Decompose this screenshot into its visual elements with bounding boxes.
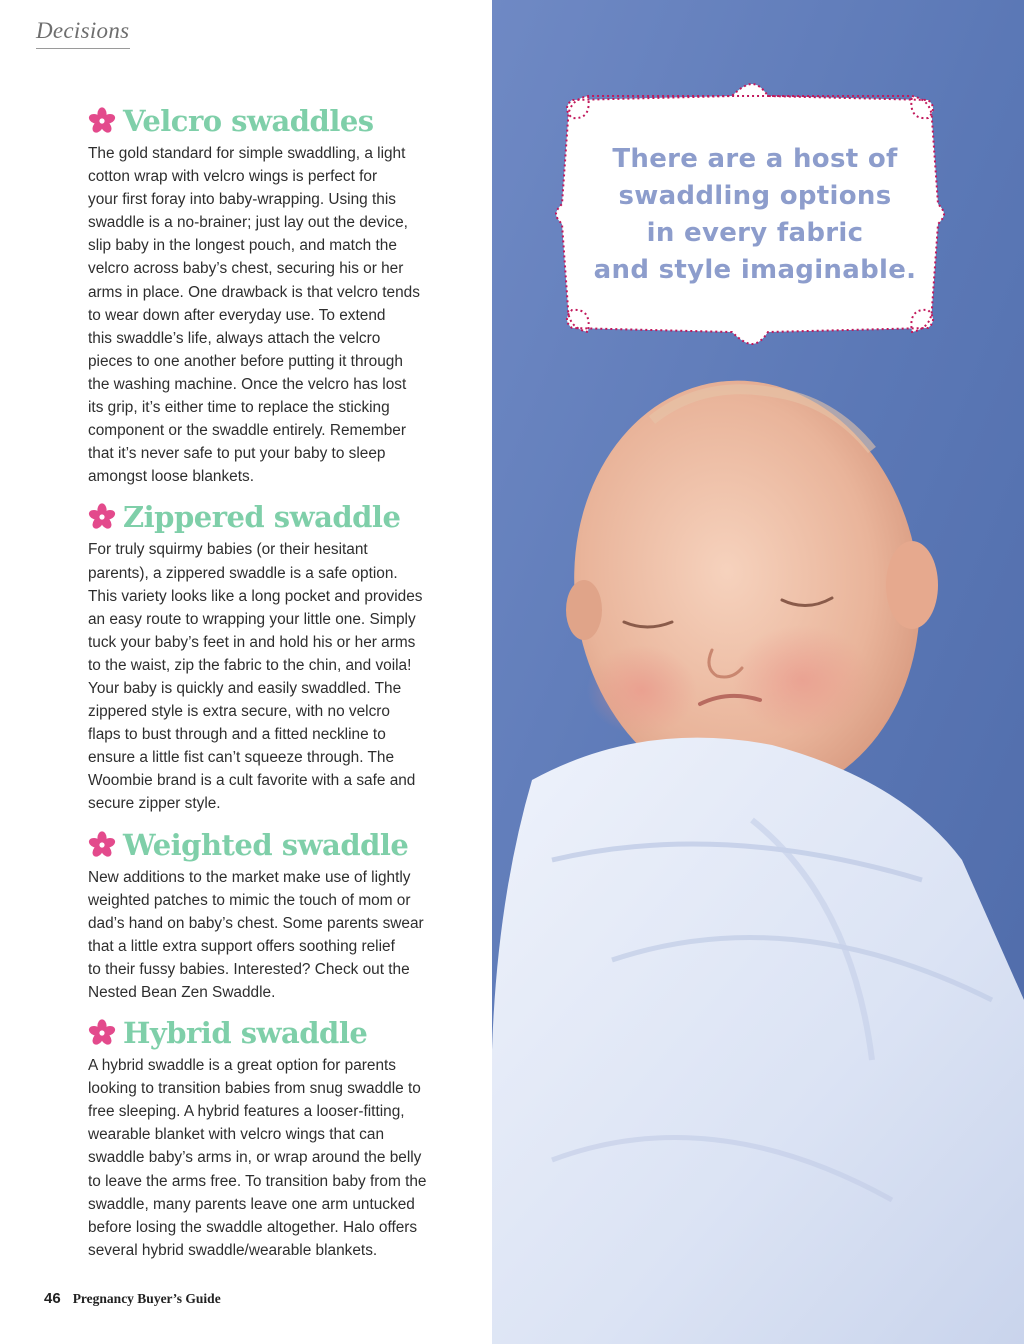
flower-icon xyxy=(88,503,116,531)
section-title: Velcro swaddles xyxy=(123,104,374,138)
section-title: Zippered swaddle xyxy=(123,500,401,535)
section-hybrid xyxy=(88,1012,448,1262)
section-heading xyxy=(88,100,448,142)
section-heading xyxy=(88,824,448,866)
section-weighted xyxy=(88,824,448,1005)
article xyxy=(88,100,448,1262)
section-body: The gold standard for simple swaddling, a light cotton wrap with velcro wings is perfect for your first foray into baby-wrapping. Using this swaddle is a no-brainer; just lay out the device, slip baby in the longest pouch, and match the velcro across baby’s chest, securing his or her arms in place. One drawback is that velcro tends to wear down after everyday use. To extend this swaddle’s life, always attach the velcro pieces to one another before putting it through the washing machine. Once the velcro has lost its grip, it’s either time to replace the sticking component or the swaddle entirely. Remember that it’s never safe to put your baby to sleep amongst loose blankets. xyxy=(88,145,420,486)
flower-icon xyxy=(88,831,116,859)
flower-icon xyxy=(88,107,116,135)
section-label: Decisions xyxy=(36,18,130,49)
text-column xyxy=(0,0,492,1344)
section-title: Weighted swaddle xyxy=(123,827,409,862)
page-footer xyxy=(44,1290,221,1307)
section-zippered xyxy=(88,496,448,815)
section-velcro xyxy=(88,100,448,488)
section-heading xyxy=(88,1012,448,1054)
section-body: For truly squirmy babies (or their hesitant parents), a zippered swaddle is a safe option. This variety looks like a long pocket and provides an easy route to wrapping your little one. Simply tuck your baby’s feet in and hold his or her arms to the waist, zip the fabric to the chin, and voila! Your baby is quickly and easily swaddled. The zippered style is extra secure, with no velcro flaps to bust through and a fitted neckline to ensure a little fist can’t squeeze through. The Woombie brand is a cult favorite with a safe and secure zipper style. xyxy=(88,541,423,813)
section-body: New additions to the market make use of lightly weighted patches to mimic the touch of mom or dad’s hand on baby’s chest. Some parents swear that a little extra support offers soothing relief to their fussy babies. Interested? Check out the Nested Bean Zen Swaddle. xyxy=(88,868,424,1001)
section-title: Hybrid swaddle xyxy=(123,1016,368,1051)
flower-icon xyxy=(88,1019,116,1047)
page-number: 46 xyxy=(44,1290,61,1307)
publication-name: Pregnancy Buyer’s Guide xyxy=(72,1291,221,1306)
section-heading xyxy=(88,496,448,538)
callout-text: There are a host of swaddling options in every fabric and style imaginable. xyxy=(593,144,917,285)
section-body: A hybrid swaddle is a great option for parents looking to transition babies from snug swaddle to free sleeping. A hybrid features a looser-fitting, wearable blanket with velcro wings that can swaddle baby’s arms in, or wrap around the belly to leave the arms free. To transition baby from the swaddle, many parents leave one arm untucked before losing the swaddle altogether. Halo offers several hybrid swaddle/wearable blankets. xyxy=(88,1057,427,1259)
